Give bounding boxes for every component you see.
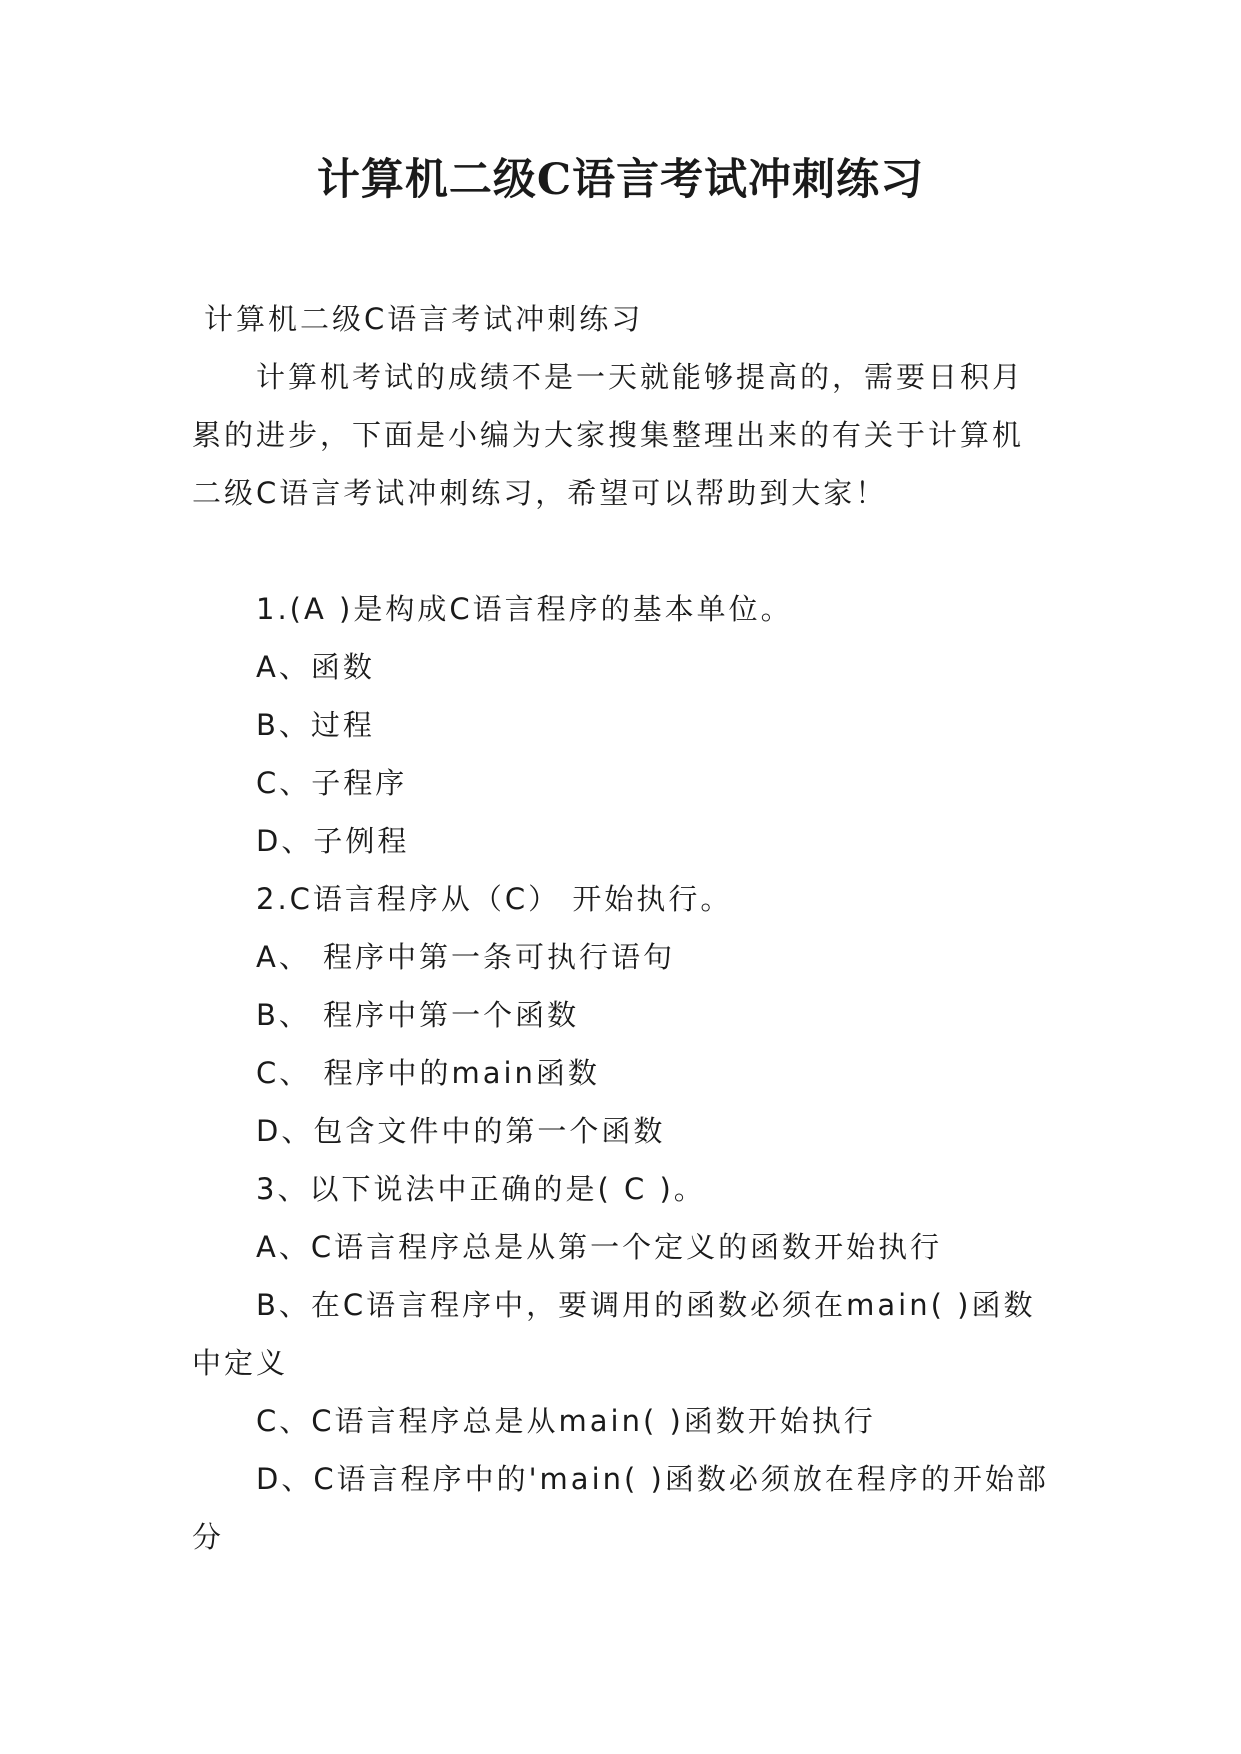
document-title: 计算机二级C语言考试冲刺练习 (316, 155, 925, 205)
question-option: D、包含文件中的第一个函数 (256, 1114, 666, 1148)
question-stem: 1.(A )是构成C语言程序的基本单位。 (256, 592, 793, 626)
question-option: A、C语言程序总是从第一个定义的函数开始执行 (256, 1230, 943, 1264)
question-option: B、过程 (256, 708, 375, 742)
question-stem: 2.C语言程序从（C） 开始执行。 (256, 882, 733, 916)
document-body (192, 290, 1054, 1566)
question-option: C、 程序中的main函数 (256, 1056, 600, 1090)
paragraph-gap (192, 522, 1054, 580)
question-stem: 3、以下说法中正确的是( C )。 (256, 1172, 706, 1206)
question-option: D、子例程 (256, 824, 410, 858)
question-option: C、子程序 (256, 766, 408, 800)
document-subtitle: 计算机二级C语言考试冲刺练习 (204, 302, 644, 336)
question-option: D、C语言程序中的'main( )函数必须放在程序的开始部分 (192, 1462, 1049, 1554)
question-3 (192, 1160, 1054, 1566)
question-option: A、 程序中第一条可执行语句 (256, 940, 676, 974)
intro-paragraph: 计算机考试的成绩不是一天就能够提高的，需要日积月累的进步，下面是小编为大家搜集整理出来的有关于计算机二级C语言考试冲刺练习，希望可以帮助到大家！ (192, 360, 1025, 510)
question-option: B、在C语言程序中，要调用的函数必须在main( )函数中定义 (192, 1288, 1036, 1380)
question-option: A、函数 (256, 650, 375, 684)
question-1 (192, 580, 1054, 870)
question-2 (192, 870, 1054, 1160)
question-option: C、C语言程序总是从main( )函数开始执行 (256, 1404, 876, 1438)
question-option: B、 程序中第一个函数 (256, 998, 580, 1032)
